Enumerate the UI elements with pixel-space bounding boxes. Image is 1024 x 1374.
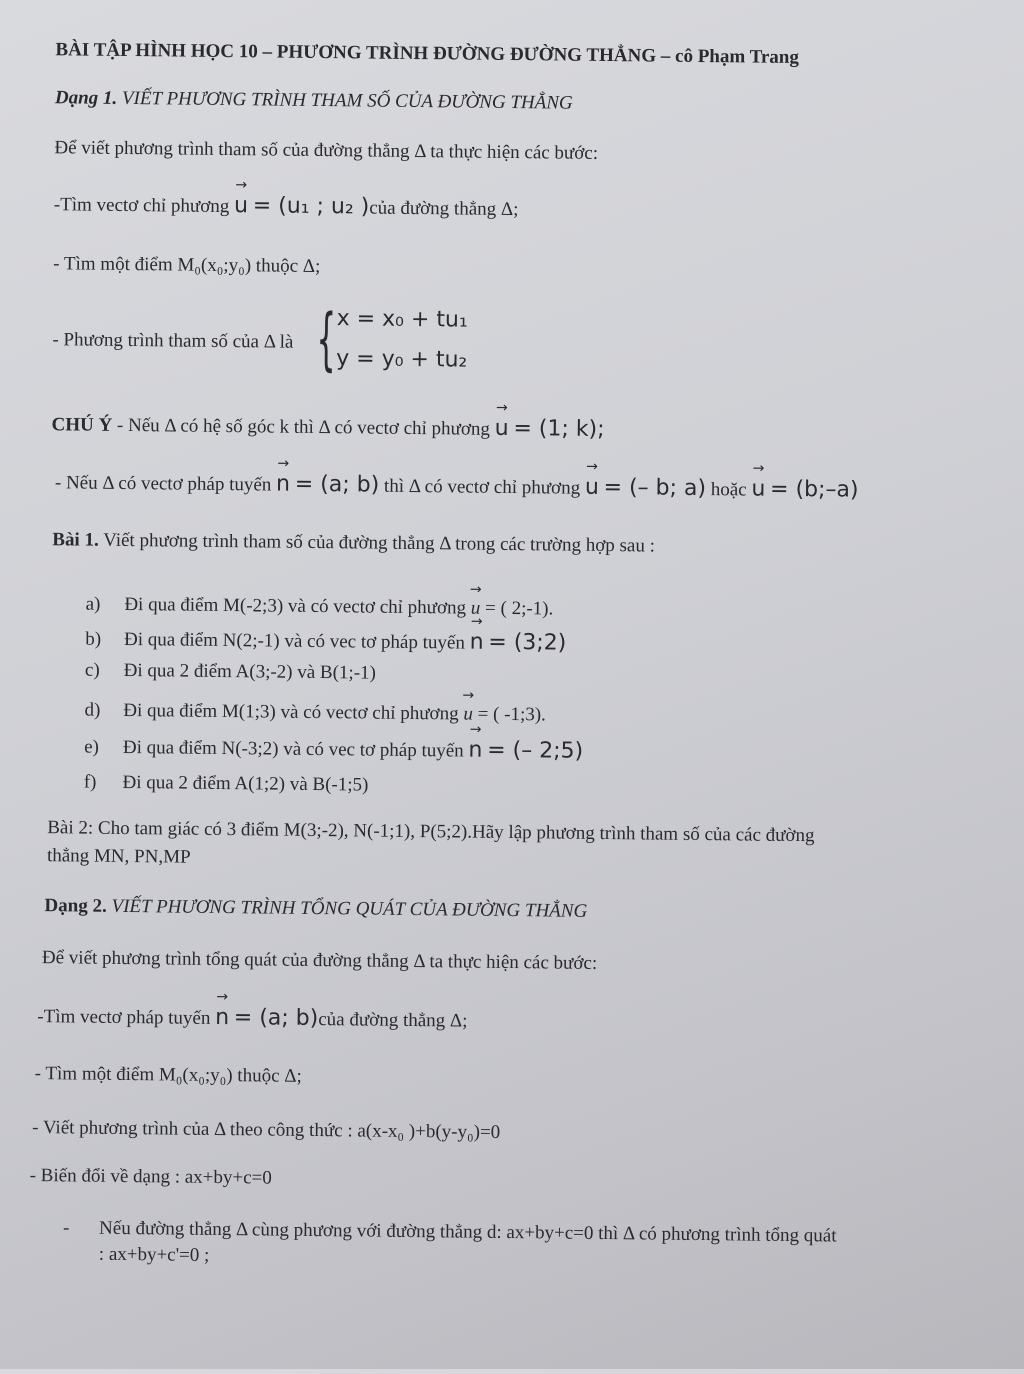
item-letter: b) [85, 628, 102, 650]
vector-n: → n [276, 472, 290, 497]
vector-n: → n [468, 738, 482, 763]
item-text: Đi qua điểm M(1;3) và có vectơ chỉ phương [123, 699, 459, 725]
step-parametric: - Phương trình tham số của Δ là [52, 329, 294, 353]
vector-components: = (b;–a) [769, 476, 859, 503]
section-title: VIẾT PHƯƠNG TRÌNH TỔNG QUÁT CỦA ĐƯỜNG THẲNG [111, 895, 588, 922]
document-title: BÀI TẬP HÌNH HỌC 10 – PHƯƠNG TRÌNH ĐƯỜNG ĐƯỜNG THẲNG – cô Phạm Trang [55, 39, 800, 69]
step-formula: - Viết phương trình của Δ theo công thức : a(x-x₀ )+b(y-y₀)=0 [32, 1117, 501, 1143]
step-text: -Tìm vectơ pháp tuyến [37, 1006, 211, 1029]
exercise-item-a [86, 594, 554, 621]
vector-components: = (a; b) [233, 1005, 319, 1032]
item-letter: f) [83, 771, 97, 793]
bullet-dash: - [63, 1217, 70, 1239]
note-slope [51, 411, 604, 442]
step-text-post: của đường thẳng Δ; [318, 1009, 468, 1032]
vector-components: = (– b; a) [603, 474, 707, 502]
note-text-mid: thì Δ có vectơ chỉ phương [383, 475, 581, 499]
vector-n: → n [215, 1005, 229, 1030]
step-normal-vector [37, 1003, 467, 1033]
step-transform: - Biến đổi về dạng : ax+by+c=0 [29, 1165, 272, 1189]
vector-n: → n [470, 630, 484, 655]
vector-components: = (u₁ ; u₂ ) [252, 193, 370, 220]
note-normal-vector [55, 469, 859, 502]
section-lead: Dạng 2. [44, 895, 107, 917]
step-text: -Tìm vectơ chỉ phương [53, 194, 230, 218]
section-heading-dang2 [44, 895, 587, 923]
section-heading-dang1 [55, 87, 573, 114]
parametric-system [316, 300, 487, 386]
vector-u: → u [234, 193, 248, 218]
exercise-text: Viết phương trình tham số của đường thẳng Δ trong các trường hợp sau : [98, 529, 656, 557]
item-text: Đi qua điểm N(2;-1) và có vec tơ pháp tuyến [123, 628, 465, 654]
exercise-item-c [85, 660, 376, 685]
exercise-1-prompt [52, 529, 655, 557]
item-text: Đi qua điểm N(-3;2) và có vec tơ pháp tuyến [122, 736, 464, 762]
item-eq: = ( 2;-1). [484, 597, 554, 620]
brace-icon: { [316, 299, 337, 380]
item-eq: = ( -1;3). [477, 703, 546, 726]
item-text: Đi qua 2 điểm A(1;2) và B(-1;5) [122, 771, 369, 796]
vector-u: → u [495, 416, 509, 441]
item-letter: a) [85, 593, 101, 615]
section-lead: Dạng 1. [54, 87, 118, 109]
note-parallel-line2: : ax+by+c'=0 ; [98, 1243, 210, 1266]
item-letter: d) [84, 699, 101, 721]
exercise-2-line1: Bài 2: Cho tam giác có 3 điểm M(3;-2), N(-1;1), P(5;2).Hãy lập phương trình tham số của các đường [47, 817, 815, 847]
exercise-item-e [84, 734, 583, 764]
step-text-post: của đường thẳng Δ; [369, 197, 519, 221]
item-letter: c) [84, 659, 100, 681]
section-title: VIẾT PHƯƠNG TRÌNH THAM SỐ CỦA ĐƯỜNG THẲNG [121, 87, 573, 114]
item-eq: = (– 2;5) [487, 737, 584, 764]
note-text: - Nếu Δ có vectơ pháp tuyến [54, 472, 272, 496]
exercise-item-f [84, 772, 369, 797]
exercise-item-b [85, 626, 566, 656]
vector-u: → u [471, 598, 481, 620]
exercise-lead: Bài 1. [52, 529, 99, 551]
intro-text: Để viết phương trình tổng quát của đường thẳng Δ ta thực hiện các bước: [41, 947, 598, 974]
note-text-or: hoặc [710, 479, 747, 501]
vector-components: = (a; b) [294, 471, 380, 498]
step-direction-vector [54, 191, 519, 221]
step-point: - Tìm một điểm M₀(x₀;y₀) thuộc Δ; [34, 1063, 302, 1087]
exercise-2-line2: thẳng MN, PN,MP [46, 845, 191, 868]
note-parallel-line1: Nếu đường thẳng Δ cùng phương với đường thẳng d: ax+by+c=0 thì Δ có phương trình tổng quát [99, 1217, 837, 1247]
item-eq: = (3;2) [488, 629, 567, 656]
vector-u: → u [463, 704, 473, 726]
vector-u: → u [751, 477, 765, 502]
note-text: - Nếu Δ có hệ số góc k thì Δ có vectơ chỉ phương [112, 414, 491, 440]
vector-u: → u [585, 475, 599, 500]
item-text: Đi qua điểm M(-2;3) và có vectơ chỉ phương [124, 593, 467, 619]
system-row-x: x = x₀ + tu₁ [336, 306, 468, 333]
item-text: Đi qua 2 điểm A(3;-2) và B(1;-1) [123, 659, 377, 684]
note-lead: CHÚ Ý [51, 414, 113, 436]
item-letter: e) [84, 736, 100, 758]
intro-text: Để viết phương trình tham số của đường thẳng Δ ta thực hiện các bước: [54, 137, 599, 164]
vector-components: = (1; k); [513, 416, 605, 442]
system-row-y: y = y₀ + tu₂ [336, 346, 468, 373]
step-point: - Tìm một điểm M₀(x₀;y₀) thuộc Δ; [53, 253, 321, 278]
